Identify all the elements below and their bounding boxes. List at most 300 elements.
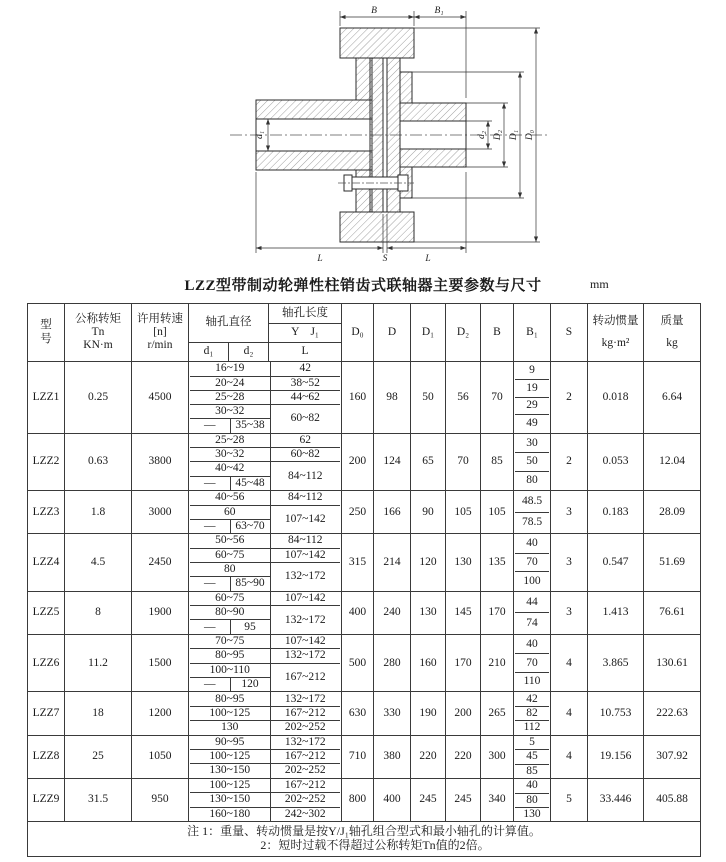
bore-grid bbox=[190, 534, 340, 590]
table-body bbox=[28, 362, 701, 822]
D0-cell: 160 bbox=[342, 362, 374, 434]
D0-cell: 400 bbox=[342, 591, 374, 634]
D-cell: 214 bbox=[374, 534, 411, 591]
model-cell: LZZ6 bbox=[28, 634, 65, 691]
B-cell: 300 bbox=[481, 735, 514, 778]
b1-value: 110 bbox=[523, 675, 541, 688]
mass-cell: 405.88 bbox=[644, 778, 701, 821]
b1-value: 50 bbox=[515, 453, 549, 472]
length-cell: 107~142 bbox=[270, 592, 340, 606]
inertia-line1: 转动惯量 bbox=[592, 314, 639, 327]
B1-cell bbox=[514, 735, 551, 778]
note-line-1: 注 1：重量、转动惯量是按Y/J₁轴孔组合型式和最小轴孔的计算值。 bbox=[187, 824, 541, 839]
table-row bbox=[28, 591, 701, 634]
bore-row bbox=[190, 736, 340, 750]
bore-row bbox=[190, 692, 340, 706]
B-cell: 340 bbox=[481, 778, 514, 821]
b1-value: 45 bbox=[515, 750, 549, 764]
col-header-model: 型 号 bbox=[28, 304, 65, 362]
length-cell: 84~112 bbox=[287, 469, 323, 482]
D0-cell: 315 bbox=[342, 534, 374, 591]
mass-line2: kg bbox=[666, 337, 678, 349]
D2-cell: 145 bbox=[446, 591, 481, 634]
B1-cell bbox=[514, 534, 551, 591]
bore-grid bbox=[190, 491, 340, 533]
bore-grid-cell bbox=[189, 778, 342, 821]
b1-value: 100 bbox=[523, 574, 541, 587]
S-cell: 3 bbox=[551, 534, 588, 591]
bore-cell: 100~110 bbox=[190, 663, 270, 677]
length-cell: 132~172 bbox=[270, 649, 340, 663]
bore-cell: 60~75 bbox=[190, 592, 270, 606]
D2-cell: 170 bbox=[446, 634, 481, 691]
bore-row bbox=[190, 448, 340, 462]
speed-line1: 许用转速 bbox=[137, 312, 183, 325]
b1-value: 48.5 bbox=[515, 492, 549, 513]
inertia-cell: 0.547 bbox=[588, 534, 644, 591]
torque-cell: 11.2 bbox=[65, 634, 132, 691]
speed-cell: 3000 bbox=[132, 491, 189, 534]
D-cell: 400 bbox=[374, 778, 411, 821]
bore-cell: 25~28 bbox=[190, 434, 270, 448]
b1-value: 49 bbox=[526, 416, 538, 429]
length-cell: 167~212 bbox=[270, 779, 340, 793]
bore-d1-cell: — bbox=[190, 419, 230, 433]
dim-label-L-left: L bbox=[317, 254, 323, 264]
D0-cell: 500 bbox=[342, 634, 374, 691]
inertia-cell: 10.753 bbox=[588, 692, 644, 735]
D2-cell: 105 bbox=[446, 491, 481, 534]
col-header-L: L bbox=[269, 343, 342, 362]
b1-stack bbox=[515, 636, 549, 691]
length-cell: 62 bbox=[270, 434, 340, 448]
inertia-cell: 19.156 bbox=[588, 735, 644, 778]
table-header bbox=[28, 304, 701, 362]
table-row bbox=[28, 735, 701, 778]
torque-cell: 0.25 bbox=[65, 362, 132, 434]
bore-row bbox=[190, 807, 340, 821]
b1-value: 9 bbox=[515, 363, 549, 381]
bore-row bbox=[190, 548, 340, 562]
bore-cell: 80~95 bbox=[190, 649, 270, 663]
B1-cell bbox=[514, 591, 551, 634]
D2-cell: 220 bbox=[446, 735, 481, 778]
B1-cell bbox=[514, 634, 551, 691]
inertia-cell: 0.183 bbox=[588, 491, 644, 534]
D0-cell: 630 bbox=[342, 692, 374, 735]
length-cell: 202~252 bbox=[284, 721, 326, 734]
length-cell: 107~142 bbox=[284, 512, 326, 525]
speed-cell: 3800 bbox=[132, 433, 189, 490]
page-title: LZZ型带制动轮弹性柱销齿式联轴器主要参数与尺寸 bbox=[184, 278, 542, 294]
bore-grid bbox=[190, 592, 340, 634]
mass-cell: 6.64 bbox=[644, 362, 701, 434]
b1-value: 70 bbox=[515, 654, 549, 673]
B1-cell bbox=[514, 692, 551, 735]
inertia-cell: 0.053 bbox=[588, 433, 644, 490]
bore-row bbox=[190, 563, 340, 577]
bore-grid-cell bbox=[189, 591, 342, 634]
torque-cell: 0.63 bbox=[65, 433, 132, 490]
model-cell: LZZ1 bbox=[28, 362, 65, 434]
speed-cell: 1200 bbox=[132, 692, 189, 735]
bore-d1-cell: — bbox=[190, 620, 230, 634]
unit-label: mm bbox=[590, 277, 609, 291]
col-header-d1: d₁ bbox=[189, 343, 229, 362]
col-header-YJ1: Y J₁ bbox=[269, 324, 342, 343]
length-cell: 132~172 bbox=[270, 692, 340, 706]
bore-cell: 80~95 bbox=[190, 692, 270, 706]
b1-value: 80 bbox=[515, 794, 549, 808]
b1-stack bbox=[515, 693, 549, 734]
D0-cell: 710 bbox=[342, 735, 374, 778]
B-cell: 105 bbox=[481, 491, 514, 534]
speed-cell: 1050 bbox=[132, 735, 189, 778]
bore-cell: 100~125 bbox=[190, 750, 270, 764]
bore-row bbox=[190, 721, 340, 735]
torque-line1: 公称转矩 bbox=[75, 312, 121, 325]
bore-row bbox=[190, 376, 340, 390]
table-row bbox=[28, 692, 701, 735]
D0-cell: 200 bbox=[342, 433, 374, 490]
b1-value: 30 bbox=[515, 434, 549, 453]
bore-grid bbox=[190, 362, 340, 433]
inertia-cell: 33.446 bbox=[588, 778, 644, 821]
bore-cell: 25~28 bbox=[190, 390, 270, 404]
title-row bbox=[0, 274, 726, 298]
length-cell: 107~142 bbox=[270, 548, 340, 562]
B1-cell bbox=[514, 362, 551, 434]
model-cell: LZZ5 bbox=[28, 591, 65, 634]
D1-cell: 130 bbox=[411, 591, 446, 634]
bore-cell: 130 bbox=[190, 721, 270, 735]
bore-grid-cell bbox=[189, 362, 342, 434]
bore-cell: 40~42 bbox=[190, 462, 270, 476]
S-cell: 3 bbox=[551, 491, 588, 534]
bore-cell: 80~90 bbox=[190, 606, 270, 620]
bore-cell: 60~75 bbox=[190, 548, 270, 562]
bore-row bbox=[190, 505, 340, 519]
D-cell: 98 bbox=[374, 362, 411, 434]
S-cell: 4 bbox=[551, 692, 588, 735]
bore-cell: 30~32 bbox=[190, 448, 270, 462]
bore-row bbox=[190, 491, 340, 505]
torque-cell: 31.5 bbox=[65, 778, 132, 821]
dim-label-S: S bbox=[382, 254, 388, 264]
bore-row bbox=[190, 649, 340, 663]
col-header-torque bbox=[65, 304, 132, 362]
bore-d2-cell: 63~70 bbox=[230, 519, 270, 533]
torque-cell: 18 bbox=[65, 692, 132, 735]
model-cell: LZZ7 bbox=[28, 692, 65, 735]
speed-cell: 950 bbox=[132, 778, 189, 821]
bore-cell: 100~125 bbox=[190, 779, 270, 793]
D1-cell: 90 bbox=[411, 491, 446, 534]
torque-cell: 25 bbox=[65, 735, 132, 778]
model-cell: LZZ8 bbox=[28, 735, 65, 778]
mass-cell: 222.63 bbox=[644, 692, 701, 735]
b1-value: 80 bbox=[526, 473, 538, 486]
col-header-speed bbox=[132, 304, 189, 362]
col-header-d2: d₂ bbox=[229, 343, 269, 362]
table-row bbox=[28, 634, 701, 691]
inertia-line2: kg·m² bbox=[601, 337, 630, 349]
b1-value: 78.5 bbox=[521, 516, 543, 529]
length-cell: 132~172 bbox=[284, 613, 326, 626]
D0-cell: 250 bbox=[342, 491, 374, 534]
bore-cell: 60 bbox=[190, 505, 270, 519]
speed-cell: 1500 bbox=[132, 634, 189, 691]
torque-cell: 8 bbox=[65, 591, 132, 634]
length-cell: 44~62 bbox=[270, 390, 340, 404]
bore-grid-cell bbox=[189, 735, 342, 778]
model-cell: LZZ3 bbox=[28, 491, 65, 534]
length-cell: 202~252 bbox=[270, 793, 340, 807]
b1-value: 74 bbox=[526, 616, 538, 629]
bore-row bbox=[190, 362, 340, 376]
speed-line3: r/min bbox=[147, 339, 173, 352]
bore-row bbox=[190, 434, 340, 448]
D2-cell: 130 bbox=[446, 534, 481, 591]
length-cell: 167~212 bbox=[270, 706, 340, 720]
torque-line3: KN·m bbox=[83, 339, 113, 352]
length-cell: 60~82 bbox=[290, 412, 320, 425]
bore-d2-cell: 120 bbox=[230, 677, 270, 691]
b1-stack bbox=[515, 592, 549, 633]
col-header-B1: B₁ bbox=[514, 304, 551, 362]
b1-value: 112 bbox=[523, 721, 541, 734]
bore-cell: 30~32 bbox=[190, 404, 270, 418]
B-cell: 265 bbox=[481, 692, 514, 735]
S-cell: 3 bbox=[551, 591, 588, 634]
mass-cell: 76.61 bbox=[644, 591, 701, 634]
dim-label-B: B bbox=[371, 6, 377, 16]
b1-value: 19 bbox=[515, 380, 549, 398]
table-row bbox=[28, 534, 701, 591]
S-cell: 4 bbox=[551, 634, 588, 691]
dim-label-L-right: L bbox=[425, 254, 431, 264]
B1-cell bbox=[514, 491, 551, 534]
speed-cell: 1900 bbox=[132, 591, 189, 634]
bore-d1-cell: — bbox=[190, 519, 230, 533]
dim-label-D2: D₂ bbox=[493, 129, 503, 141]
notes-cell bbox=[28, 822, 701, 857]
mass-cell: 307.92 bbox=[644, 735, 701, 778]
note-line-2: 2：短时过载不得超过公称转矩Tn值的2倍。 bbox=[260, 838, 490, 853]
dim-label-D1: D₁ bbox=[509, 129, 519, 141]
bore-row bbox=[190, 663, 340, 677]
bore-row bbox=[190, 706, 340, 720]
b1-value: 40 bbox=[515, 535, 549, 554]
col-header-bore-len: 轴孔长度 bbox=[269, 304, 342, 324]
bore-grid-cell bbox=[189, 634, 342, 691]
bore-cell: 160~180 bbox=[190, 807, 270, 821]
length-cell: 84~112 bbox=[270, 491, 340, 505]
bore-cell: 90~95 bbox=[190, 736, 270, 750]
D2-cell: 245 bbox=[446, 778, 481, 821]
bore-d1-cell: — bbox=[190, 677, 230, 691]
bore-row bbox=[190, 592, 340, 606]
b1-stack bbox=[515, 363, 549, 432]
model-cell: LZZ4 bbox=[28, 534, 65, 591]
model-cell: LZZ2 bbox=[28, 433, 65, 490]
D-cell: 280 bbox=[374, 634, 411, 691]
bore-grid-cell bbox=[189, 692, 342, 735]
inertia-cell: 1.413 bbox=[588, 591, 644, 634]
length-cell: 132~172 bbox=[270, 736, 340, 750]
bore-d2-cell: 95 bbox=[230, 620, 270, 634]
bore-row bbox=[190, 534, 340, 548]
mass-cell: 12.04 bbox=[644, 433, 701, 490]
B-cell: 70 bbox=[481, 362, 514, 434]
speed-cell: 2450 bbox=[132, 534, 189, 591]
table-row bbox=[28, 778, 701, 821]
B-cell: 210 bbox=[481, 634, 514, 691]
b1-value: 70 bbox=[515, 554, 549, 573]
dim-label-B1: B₁ bbox=[434, 6, 444, 16]
B1-cell bbox=[514, 778, 551, 821]
length-cell: 84~112 bbox=[270, 534, 340, 548]
bore-row bbox=[190, 606, 340, 620]
model-cell: LZZ9 bbox=[28, 778, 65, 821]
bore-row bbox=[190, 390, 340, 404]
b1-value: 44 bbox=[515, 592, 549, 613]
D-cell: 380 bbox=[374, 735, 411, 778]
col-header-bore-dia: 轴孔直径 bbox=[189, 304, 269, 343]
coupling-section-drawing bbox=[0, 0, 726, 272]
length-cell: 167~212 bbox=[270, 750, 340, 764]
col-header-D0: D₀ bbox=[342, 304, 374, 362]
b1-value: 85 bbox=[526, 764, 538, 777]
D1-cell: 65 bbox=[411, 433, 446, 490]
bore-cell: 40~56 bbox=[190, 491, 270, 505]
table-row bbox=[28, 491, 701, 534]
b1-value: 40 bbox=[515, 636, 549, 655]
mass-line1: 质量 bbox=[660, 314, 684, 327]
speed-line2: [n] bbox=[153, 325, 167, 338]
D2-cell: 56 bbox=[446, 362, 481, 434]
length-cell: 60~82 bbox=[270, 448, 340, 462]
bore-d2-cell: 45~48 bbox=[230, 476, 270, 490]
bore-grid bbox=[190, 736, 340, 778]
col-header-inertia bbox=[588, 304, 644, 362]
b1-value: 40 bbox=[515, 779, 549, 793]
bore-grid-cell bbox=[189, 491, 342, 534]
b1-value: 5 bbox=[515, 736, 549, 750]
torque-line2: Tn bbox=[91, 325, 105, 338]
bore-cell: 20~24 bbox=[190, 376, 270, 390]
D1-cell: 50 bbox=[411, 362, 446, 434]
b1-stack bbox=[515, 535, 549, 590]
bore-cell: 80 bbox=[190, 563, 270, 577]
length-cell: 242~302 bbox=[284, 807, 326, 820]
bore-grid bbox=[190, 779, 340, 821]
speed-cell: 4500 bbox=[132, 362, 189, 434]
length-cell: 132~172 bbox=[284, 570, 326, 583]
elastic-pin-detail bbox=[338, 175, 414, 191]
bore-d1-cell: — bbox=[190, 577, 230, 591]
bore-grid bbox=[190, 692, 340, 734]
bore-row bbox=[190, 764, 340, 778]
length-cell: 42 bbox=[270, 362, 340, 376]
mass-cell: 28.09 bbox=[644, 491, 701, 534]
dim-label-d2: d₂ bbox=[477, 130, 487, 140]
B-cell: 85 bbox=[481, 433, 514, 490]
length-cell: 38~52 bbox=[270, 376, 340, 390]
torque-cell: 4.5 bbox=[65, 534, 132, 591]
D2-cell: 70 bbox=[446, 433, 481, 490]
B-cell: 170 bbox=[481, 591, 514, 634]
bore-grid bbox=[190, 434, 340, 490]
bore-row bbox=[190, 635, 340, 649]
D2-cell: 200 bbox=[446, 692, 481, 735]
table-row bbox=[28, 362, 701, 434]
dim-label-d1: d₁ bbox=[255, 130, 265, 140]
inertia-cell: 0.018 bbox=[588, 362, 644, 434]
S-cell: 5 bbox=[551, 778, 588, 821]
bore-d1-cell: — bbox=[190, 476, 230, 490]
bore-cell: 70~75 bbox=[190, 635, 270, 649]
bore-cell: 100~125 bbox=[190, 706, 270, 720]
b1-stack bbox=[515, 779, 549, 820]
bore-cell: 130~150 bbox=[190, 764, 270, 778]
b1-value: 29 bbox=[515, 398, 549, 416]
D0-cell: 800 bbox=[342, 778, 374, 821]
bore-row bbox=[190, 462, 340, 476]
col-header-D1: D₁ bbox=[411, 304, 446, 362]
S-cell: 2 bbox=[551, 362, 588, 434]
bore-cell: 50~56 bbox=[190, 534, 270, 548]
bore-grid-cell bbox=[189, 433, 342, 490]
torque-cell: 1.8 bbox=[65, 491, 132, 534]
bore-row bbox=[190, 750, 340, 764]
bore-grid bbox=[190, 635, 340, 691]
B-cell: 135 bbox=[481, 534, 514, 591]
col-header-D: D bbox=[374, 304, 411, 362]
col-header-mass bbox=[644, 304, 701, 362]
dim-label-D0: D₀ bbox=[525, 129, 535, 141]
col-header-S: S bbox=[551, 304, 588, 362]
table-footer bbox=[28, 822, 701, 857]
D-cell: 330 bbox=[374, 692, 411, 735]
D-cell: 240 bbox=[374, 591, 411, 634]
length-cell: 202~252 bbox=[284, 764, 326, 777]
spec-table bbox=[27, 303, 701, 857]
bore-row bbox=[190, 779, 340, 793]
b1-value: 130 bbox=[523, 807, 541, 820]
D-cell: 166 bbox=[374, 491, 411, 534]
D-cell: 124 bbox=[374, 433, 411, 490]
col-header-D2: D₂ bbox=[446, 304, 481, 362]
b1-value: 82 bbox=[515, 707, 549, 721]
D1-cell: 160 bbox=[411, 634, 446, 691]
mass-cell: 130.61 bbox=[644, 634, 701, 691]
mass-cell: 51.69 bbox=[644, 534, 701, 591]
bore-grid-cell bbox=[189, 534, 342, 591]
S-cell: 2 bbox=[551, 433, 588, 490]
bore-d2-cell: 35~38 bbox=[230, 419, 270, 433]
bore-d2-cell: 85~90 bbox=[230, 577, 270, 591]
length-cell: 167~212 bbox=[284, 670, 326, 683]
b1-value: 42 bbox=[515, 693, 549, 707]
bore-cell: 16~19 bbox=[190, 362, 270, 376]
S-cell: 4 bbox=[551, 735, 588, 778]
B1-cell bbox=[514, 433, 551, 490]
b1-stack bbox=[515, 434, 549, 489]
col-header-B: B bbox=[481, 304, 514, 362]
D1-cell: 120 bbox=[411, 534, 446, 591]
table-row bbox=[28, 433, 701, 490]
